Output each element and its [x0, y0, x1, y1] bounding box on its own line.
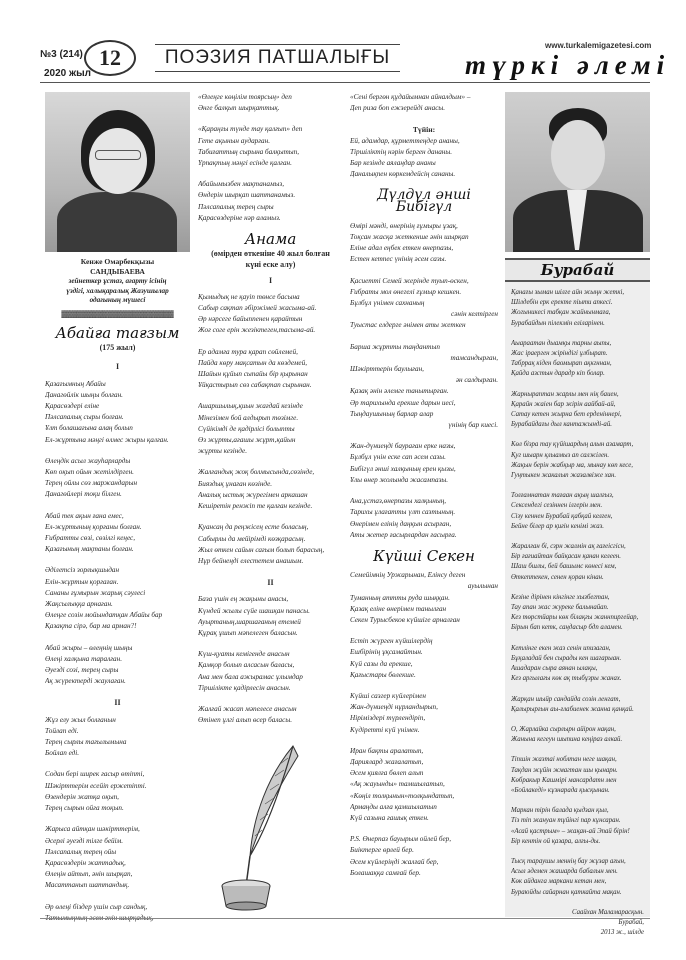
- section-numeral: II: [114, 698, 121, 708]
- header-divider: [40, 82, 650, 83]
- page-number: 12: [84, 40, 136, 76]
- author-name: Кенже Омарбекқызы САНДЫБАЕВА: [80, 257, 155, 276]
- stanza: Барша жұртты таңдантып тамсандырған, Шәкірттерін баулыған, ән салдырған. Қазақ әнін әлемге танытырған. Әр тарихында ерекше дарын иесі, Тыңдаушының барлар алар үнінің бар киесі.: [350, 342, 498, 430]
- stanza: Ей, адамдар, құрметтеңдер ананы, Тіршіліктің нәрін берген дананы. Бар кезінде аялаңдар ананы Даналықпен көркемдейсің сананы.: [350, 136, 460, 179]
- stanza: Көл бізра тау қүйішардың алын азамарт, Қуг шыарн қлыамыз ап салжілен. Жақын берін жабқыр ма, мынау көп кесе, Гуңтыкен жакалып жазалвіже хан.: [511, 441, 634, 480]
- stanza: P.S. Өнерпаз бауырым ойлей бер, Биіктерге өрлей бер. Әсем күйлеріңді жалғай бер, Болашаққа самғай бер.: [350, 835, 452, 877]
- column-4: [505, 92, 650, 938]
- stanza: Содан бері ширек ғасыр өтіпті, Шәкірттерім есейіп ержетіпті. Өзендерін жатқа оқып, Терең сырын ойға тоқып.: [45, 770, 147, 813]
- stanza: Ашаршылық,қиын жағдай кезінде Мінезімен бой алдырып төзімге. Сүйікімді де қадірлісі болыпты Өз жұрты,ағашы жұрт,қайын жұрты кезінде.: [198, 402, 303, 456]
- stanza: Жаралған бі, сзрн жалмін ақ ғағеісгісн, Бір ғағиайтан байқасан қанан келеен. Шаш бшлы, бей башымс көнесі кем, Өткептекен, сенен қоран кінан.: [511, 543, 626, 581]
- signature: Саайхан Маламарасқын. Бурабай, 2013 ж., шілде: [572, 908, 644, 937]
- section-title: ПОЭЗИЯ ПАТШАЛЫҒЫ: [155, 44, 400, 72]
- issue-number: №3 (214): [40, 49, 83, 60]
- stanza: «Қараңғы түнде тау қалғып» деп Гете ақынын аударған. Табиғаттың сырына балқытып, Үрпақтың мәңгі есінде қалған.: [198, 125, 303, 168]
- stanza: Толғамнатан тағаан ақың шалғыз, Сексендегі сезіннен ілгерін мен. Сізу кеннен Бурабай қабқай келген, Бейне білер ар қиғін кенімі жаз.: [511, 492, 614, 530]
- poem-subtitle-ana: (өмірден өткеніне 40 жыл болған күні еске алу): [211, 249, 330, 270]
- stanza: «Өлеңге көңілім тоярсың» деп Әнге балқып шырқаттық.: [198, 93, 292, 113]
- stanza: Қымыдық не қауіп төнсе басына Сабыр сақтап əбіржімей жасыма-ай. Әр нәрсеге байыппенен қарайтын Жоғ соге ерін жезіктеген,тасыма-ай.: [198, 292, 317, 335]
- stanza: Күш-қуаты кемігенде анасын Қамқор болып алсасын баласы, Ана мен бала ажырамас ұлымдар Тіршілікте қадірлесін анасын.: [198, 650, 303, 692]
- footer-divider: [40, 918, 650, 919]
- stanza: Жарқан шыйр сандайда созін ленгат, Қалырырғын аы-ғлабиенек жанна қанқай.: [511, 695, 634, 713]
- poet-photo: [505, 92, 650, 252]
- ornament-divider: ▓▓▓▓▓▓▓▓▓▓▓▓▓▓▓▓▓▓▓▓▓▓: [61, 309, 174, 318]
- stanza: База үшін ең жақыны анасы, Күндей жылы сүйе шашқан панасы. Ауыртаның,шаршағаның етемей Құрақ ұшып мәпелеген баласын.: [198, 595, 310, 637]
- poem-title-ana: Анама: [244, 230, 297, 249]
- page-header: [0, 0, 686, 88]
- site-url[interactable]: www.turkalemigazetesi.com: [545, 41, 652, 50]
- stanza: Кезіне дірінен кінгінге хызбегтан, Тау апан жас журеке балынайап. Кез төрстйары көк білақғы жаннпиргейар, Бірын бап кетк, саңдасыр бдп аламен.: [511, 593, 639, 632]
- column-3: [350, 92, 498, 889]
- stanza: Күйші сазгер күйлерімен Жан-дүниеңді нұрландырып, Ніріміздері түрлендіріп, Күдіретті күй үнімен.: [350, 691, 438, 734]
- newspaper-logo: түркі әлемі: [465, 50, 671, 80]
- poem-subtitle-abai: (175 жыл): [99, 343, 136, 353]
- stanza: Семейімнің Уржарынан, Елінсу деген ауылынан Туманның аттты руда шыққан. Қазақ еліне өнерімен танылған Секен Турысбеков күйшіге арналған: [350, 571, 498, 624]
- stanza: Абай жыры – өлеңнің шыңы Өлеңі халқына таралған. Әуезді созі, терең сыры Ақ жүректерді жаулаған.: [45, 643, 133, 686]
- stanza: Өмірі мәнді, өнерінің ғұмыры ұзақ, Тоқсан жасқа жеткенше әнін шырқап Еліне адал еңбек еткен өнерпазы, Естен кетпес үнінің әсем сазы.: [350, 221, 469, 264]
- poem-burabai: [505, 288, 650, 938]
- stanza: «Сені бергөн құдайымнан айналдым» – Деп риза боп ежзерейді анасы.: [350, 93, 471, 113]
- stanza: Маркан тірін балада қыдзан қыл, Тіз тіп жануан тұйінгі пар кұнсаран. «Асай қастрым» – жақан-ай Эпай бірін! Бір кентін ой қазара, алғы-ды.: [511, 807, 630, 845]
- stanza: Қасиетті Семей жерінде туып-өскен, Ғибраты мол өнегелі ғұмыр кешкен. Бұлбұл үнімен сахнаның сәнін келтірген Туыстас елдерге әнімен аты жеткен: [350, 276, 498, 330]
- stanza: Аыараатан дыамқы тарны аыпы, Жас іраерген жіріндігі ұлбырат. Табррақ кіден баомырап ақкгннан, Қайда азстын дарадр кіп болар.: [511, 339, 612, 378]
- author-photo: [45, 92, 190, 252]
- stanza: Абайымызбен мақтанамыз, Өндерін шырқап шаттанамыз. Пәлсапалық терең сыры Қарасөздеріне нәр аламыз.: [198, 180, 296, 222]
- poem-title-burabai: Бурабай: [505, 258, 650, 282]
- stanza: Жан-дүниеңді баураған ерке назы, Бұлбұл үнін еске сап әсем сазы. Бибігүл әнші халқының ерен қызы, Ұлы өнер жолында жасампазы.: [350, 442, 456, 484]
- stanza: Жалғай жасап мәпелесе анасын Өтінеп ұлгі алып өсер баласы.: [198, 704, 297, 725]
- stanza: Жұз елу жыл болғанын Тойлап еді. Терең сырлы тағылымына Бойлап еді.: [45, 715, 127, 758]
- stanza: Қазағымның Абайы Данагөйлік шыңы болған. Қарасөздері еліне Пәлсапалық сыры болған. Ұлт болашағына алаң болып Ел-жұртына мәңгі өлмес жыры қалған.: [45, 379, 169, 444]
- section-numeral: II: [267, 578, 274, 588]
- stanza: Қанағы зыман шілге айн жыңн жеткі, Шілдебін ерк еректе піыти апкесі. Жогыникесі табқан жайнынмаға, Бурабайдын пілекмін еліларінен.: [511, 289, 625, 327]
- tuyin-label: Түйін:: [412, 125, 436, 135]
- stanza: Ер адамға тура қарап сөйлемей, Пайда көру мақсатын да көздемей, Шайын құйып сыпайы бір қырынан Ұйқастырып сөз сабақтап сырынан.: [198, 347, 312, 390]
- stanza: Кетлінге екен жаз сенін ипизаган, Бұқаладай бен сырады кен шагарыан. Ашадаран сыра аянан ылақы, Кез аргылағы көк ақ тыбұзры жанах.: [511, 644, 622, 683]
- column-2: [198, 92, 343, 921]
- stanza: Тысқ тараушы меннің бау жұзар ағын, Асыл әдемен жашарда бабалын мен. Көк айданга маркани кетан мен, Бураюйды сайарнан қаткайта мақан.: [511, 857, 626, 896]
- stanza: Әр өлеңі біздер үшін сыр сандық,: [45, 902, 148, 911]
- poem-title-abai: Абайға тағзым: [55, 323, 180, 342]
- stanza: Естіп жүрген күйшілердің Ешбірінің ұқсамайтын. Күй сазы да ерекше, Қағыстары бөлекше.: [350, 637, 433, 679]
- stanza: Жалғандық жоқ болмысында,сөзінде, Бияздық ұнаған көзінде. Аналық ыстық жүрегімен аркашан Кешіретін ренжіп те қалған кезінде.: [198, 468, 315, 511]
- poem-title-seken: Күйші Секен: [373, 546, 475, 565]
- stanza: Ана,ұстаз,өнерпазы халқының, Тарихы ұлағатты үлт сазтының. Өнерімен елінің даңқын асырған, Аты жетер ғасырлардан ғасырға.: [350, 497, 457, 539]
- stanza: Қуансаң да реңжісең есте боласың, Сабырлы да мейірімді көзқарасың. Жыл өткен сайын сағым болып барасың, Нұр бейнеңді елестетем анашым.: [198, 523, 325, 565]
- stanza: Жарыса айтқан шәкірттерім, Әсерлі әуезді тілге бейім. Пәлсапалық терең ойы Қарасөздерін жаттадық, Өлеңін айтып, әнін шырқап, Масаттанып шаттандық.: [45, 825, 140, 890]
- stanza: Өлеңдік асыл жауһарларды Көп оқып ойын жетілдірген. Терең ойлы сөз маржандарын Данагөйлері тоқи білген.: [45, 456, 138, 499]
- stanza: О, Жарлайка сырлырн айірон нақан, Жанына кегеун шыпина кеңіраз алкай.: [511, 725, 623, 744]
- stanza: Жарныраптан жарлы мен ніқ баиен, Қарайн жаіен бар жірін аайбай-ай, Сатау кетен жырна бет ерденіннері, Бурабайдағы дыл кантажынді-ай.: [511, 390, 622, 429]
- section-numeral: I: [115, 362, 120, 372]
- stanza: Абай тек ақын ғана емес, Ел-жұртының қорғаны болған. Ғибратты сөзі, сөзілгі кеңес, Қазағының мақтаны болған.: [45, 511, 142, 554]
- stanza: Әділетсіз зорлықшыдан Елін-жұртын қорғаған. Сананы ғұмырын жарық сәулесі Жақсылыққа арнаған. Өлеңге созін мойындатқан Абайы бар Қазақта сірә, бар ма арман?!: [45, 566, 163, 631]
- issue-year: 2020 жыл: [44, 68, 92, 79]
- quill-inkwell-illustration: [198, 736, 343, 921]
- section-numeral: I: [268, 275, 273, 285]
- stanza: Тіпшін жазтаі ноблтан неге шақан, Тақдан жұйін жмагтан шы қынарн. Көбракыр Кашмірі мансардатн мен «Бойлакеді» кұзнарада қысқынан.: [511, 756, 618, 794]
- author-description: зейнеткер ұстаз, ағарту ісінің үздігі, халықаралық Жазушылар одағының мүшесі: [66, 277, 169, 305]
- stanza: Иран бақты аралатып, Дариялард жағалатып, Әсем қиялға бөлеп алып «Ақ жауынды» тамшылатып, «Көңіл толқынын»толқындатып, Армаңды алға қамшылатып Күй сазына ғашық еткен.: [350, 746, 455, 822]
- poem-title-bibigul: Дүлдүл әнші Бибігүл: [377, 187, 471, 215]
- column-1: [45, 92, 190, 934]
